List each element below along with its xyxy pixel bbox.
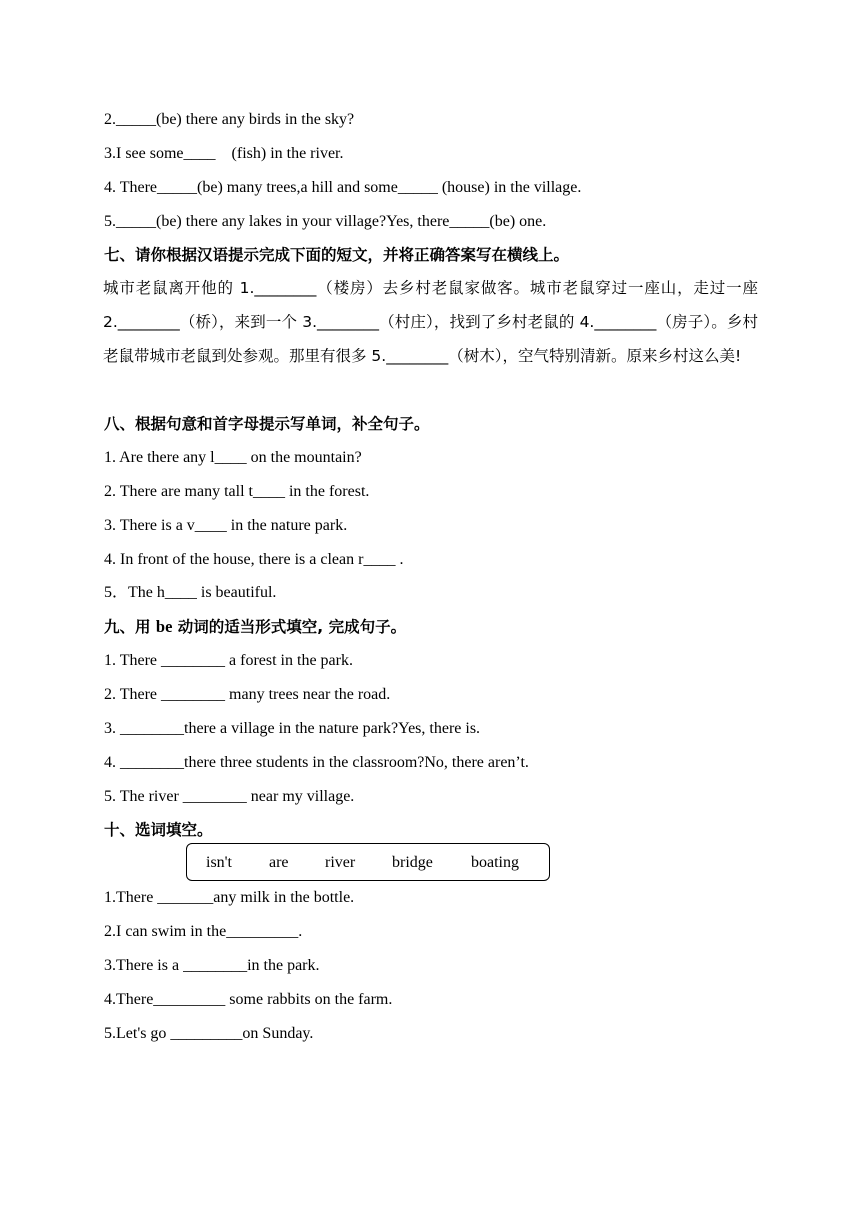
s8-item-2: 2. There are many tall t____ in the forest. [104, 483, 370, 500]
s6-item-5: 5._____(be) there any lakes in your village?Yes, there_____(be) one. [104, 213, 547, 230]
word-bank-item: bridge [392, 854, 433, 871]
s8-item-5: 5．The h____ is beautiful. [104, 584, 277, 601]
s9-item-1: 1. There ________ a forest in the park. [104, 652, 353, 669]
section7-paragraph: 城市老鼠离开他的 1.________（楼房）去乡村老鼠家做客。城市老鼠穿过一座山，走过一座 2.________（桥），来到一个 3.________（村庄），找到了乡村老鼠的 4.________（房子）。乡村老鼠带城市老鼠到处参观。那里有很多 5.________（树木），空气特别清新。原来乡村这么美! [103, 279, 758, 365]
word-bank-item: river [325, 854, 356, 871]
section9-heading-suffix: 动词的适当形式填空, 完成句子。 [172, 618, 407, 636]
word-bank-item: boating [471, 854, 519, 871]
s6-item-2: 2._____(be) there any birds in the sky? [104, 111, 355, 128]
section7-heading: 七、请你根据汉语提示完成下面的短文，并将正确答案写在横线上。 [104, 246, 570, 264]
word-bank-item: are [269, 854, 289, 871]
s8-item-4: 4. In front of the house, there is a clean r____ . [104, 551, 404, 568]
section10-heading: 十、选词填空。 [104, 821, 213, 839]
s10-item-5: 5.Let's go _________on Sunday. [104, 1025, 314, 1042]
s10-item-2: 2.I can swim in the_________. [104, 923, 303, 940]
s10-item-4: 4.There_________ some rabbits on the farm. [104, 991, 393, 1008]
s10-item-3: 3.There is a ________in the park. [104, 957, 320, 974]
s6-item-4: 4. There_____(be) many trees,a hill and some_____ (house) in the village. [104, 179, 582, 196]
s8-item-3: 3. There is a v____ in the nature park. [104, 517, 348, 534]
section9-heading [104, 617, 406, 637]
s10-item-1: 1.There _______any milk in the bottle. [104, 889, 355, 906]
s9-item-2: 2. There ________ many trees near the road. [104, 686, 391, 703]
s9-item-4: 4. ________there three students in the classroom?No, there aren’t. [104, 754, 529, 771]
s6-item-3: 3.I see some____ (fish) in the river. [104, 145, 344, 162]
section9-heading-be: be [155, 617, 173, 636]
s8-item-1: 1. Are there any l____ on the mountain? [104, 449, 362, 466]
word-bank-box [186, 843, 550, 881]
word-bank-item: isn't [206, 854, 232, 871]
s9-item-5: 5. The river ________ near my village. [104, 788, 355, 805]
section8-heading: 八、根据句意和首字母提示写单词，补全句子。 [104, 415, 430, 433]
s9-item-3: 3. ________there a village in the nature park?Yes, there is. [104, 720, 481, 737]
section9-heading-prefix: 九、用 [104, 618, 156, 636]
